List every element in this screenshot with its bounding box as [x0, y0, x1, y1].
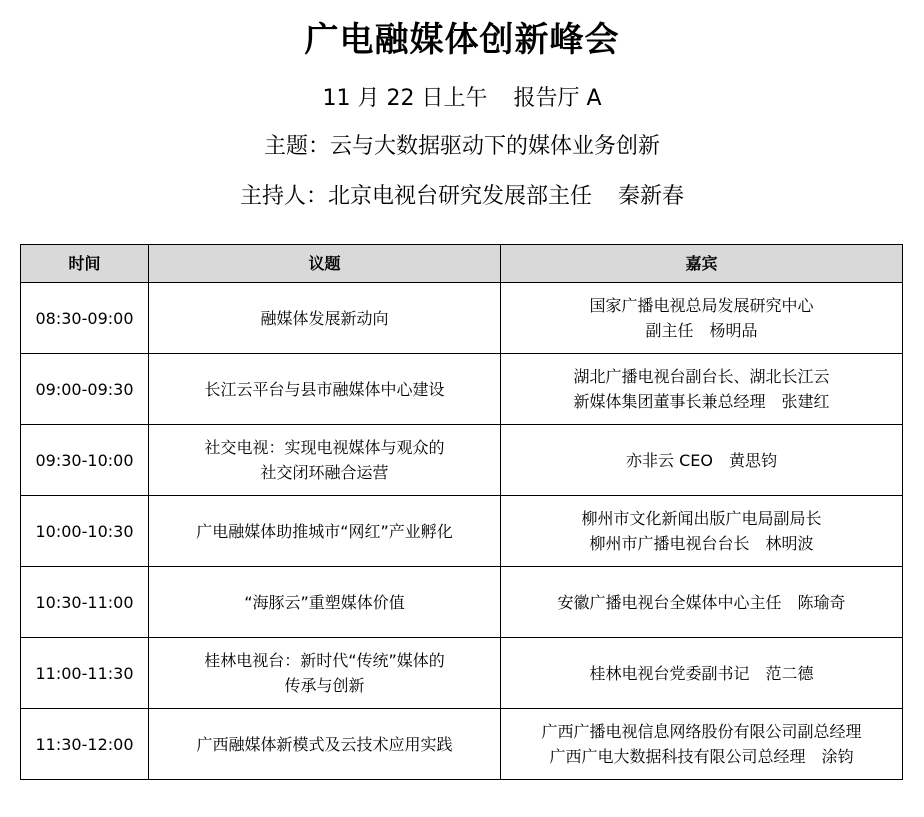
- time-cell: 10:00-10:30: [21, 496, 149, 567]
- guest-cell: [501, 496, 903, 567]
- topic-line: 桂林电视台：新时代“传统”媒体的: [204, 651, 445, 670]
- guest-cell: [501, 567, 903, 638]
- table-header-row: [21, 245, 903, 283]
- guest-cell: [501, 709, 903, 780]
- page-title: 广电融媒体创新峰会: [304, 20, 620, 60]
- guest-line: 柳州市广播电视台台长 林明波: [589, 534, 814, 553]
- table-row: [21, 496, 903, 567]
- guest-cell: [501, 283, 903, 354]
- time-cell: 09:00-09:30: [21, 354, 149, 425]
- topic-cell: [149, 496, 501, 567]
- host-title: 主持人：北京电视台研究发展部主任: [239, 184, 592, 209]
- theme-line: 主题：云与大数据驱动下的媒体业务创新: [263, 134, 660, 159]
- topic-line: 社交闭环融合运营: [260, 463, 389, 482]
- table-row: [21, 567, 903, 638]
- agenda-table: [20, 244, 903, 780]
- guest-line: 湖北广播电视台副台长、湖北长江云: [573, 367, 830, 386]
- guest-cell: [501, 425, 903, 496]
- header-time: 时间: [21, 245, 149, 283]
- time-cell: 11:30-12:00: [21, 709, 149, 780]
- topic-line: 广西融媒体新模式及云技术应用实践: [196, 734, 453, 754]
- topic-cell: [149, 354, 501, 425]
- guest-line: 副主任 杨明品: [645, 321, 758, 340]
- topic-line: 传承与创新: [284, 676, 365, 695]
- guest-line: 安徽广播电视台全媒体中心主任 陈瑜奇: [557, 592, 846, 612]
- guest-line: 国家广播电视总局发展研究中心: [589, 296, 814, 315]
- time-cell: 08:30-09:00: [21, 283, 149, 354]
- time-cell: 10:30-11:00: [21, 567, 149, 638]
- time-cell: 11:00-11:30: [21, 638, 149, 709]
- host-name: 秦新春: [618, 184, 685, 209]
- guest-cell: [501, 354, 903, 425]
- topic-cell: [149, 283, 501, 354]
- session-time: 11 月 22 日上午: [322, 86, 488, 111]
- table-row: [21, 283, 903, 354]
- guest-line: 亦非云 CEO 黄思钧: [626, 450, 777, 470]
- guest-line: 广西广播电视信息网络股份有限公司副总经理: [541, 722, 862, 741]
- guest-cell: [501, 638, 903, 709]
- guest-line: 新媒体集团董事长兼总经理 张建红: [573, 392, 830, 411]
- topic-line: 社交电视：实现电视媒体与观众的: [204, 438, 445, 457]
- guest-line: 广西广电大数据科技有限公司总经理 涂钧: [549, 747, 854, 766]
- table-row: [21, 425, 903, 496]
- topic-line: 长江云平台与县市融媒体中心建设: [204, 379, 445, 399]
- time-cell: 09:30-10:00: [21, 425, 149, 496]
- session-room: 报告厅 A: [513, 86, 602, 111]
- table-row: [21, 709, 903, 780]
- topic-line: 融媒体发展新动向: [260, 308, 389, 328]
- header-topic: 议题: [149, 245, 501, 283]
- topic-line: “海豚云”重塑媒体价值: [244, 592, 405, 612]
- session-info: [0, 84, 924, 114]
- table-row: [21, 354, 903, 425]
- topic-cell: [149, 567, 501, 638]
- host-line: [0, 182, 924, 212]
- topic-cell: [149, 425, 501, 496]
- table-row: [21, 638, 903, 709]
- topic-cell: [149, 638, 501, 709]
- guest-line: 柳州市文化新闻出版广电局副局长: [581, 509, 822, 528]
- guest-line: 桂林电视台党委副书记 范二德: [589, 663, 814, 683]
- topic-cell: [149, 709, 501, 780]
- header-guest: 嘉宾: [501, 245, 903, 283]
- topic-line: 广电融媒体助推城市“网红”产业孵化: [196, 521, 453, 541]
